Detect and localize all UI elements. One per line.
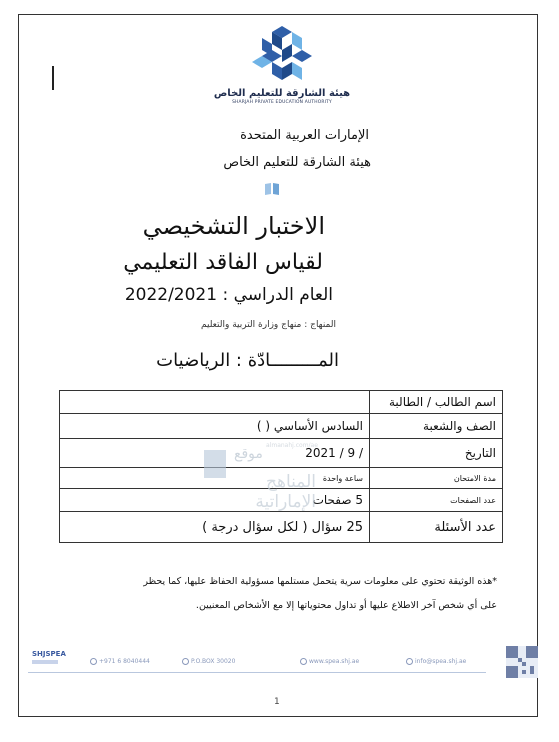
date-label: التاريخ (370, 439, 503, 468)
page-footer (30, 650, 510, 672)
table-row (60, 439, 503, 468)
phone-icon (90, 658, 97, 665)
footer-phone: +971 6 8040444 (90, 658, 150, 665)
confidentiality-note-line1: *هذه الوثيقة تحتوي على معلومات سرية يتحمل مستلمها مسؤولية الحفاظ عليها، كما يحظر (143, 576, 497, 587)
class-label: الصف والشعبة (370, 414, 503, 439)
confidentiality-note-line2: على أي شخص آخر الاطلاع عليها أو تداول محتوياتها إلا مع الأشخاص المعنيين. (195, 600, 497, 611)
footer-pobox: P.O.BOX 30020 (182, 658, 235, 665)
pages-value: 5 صفحات (60, 489, 370, 512)
table-row (60, 414, 503, 439)
pages-label: عدد الصفحات (370, 489, 503, 512)
table-row (60, 489, 503, 512)
authority-name: هيئة الشارقة للتعليم الخاص (223, 155, 371, 170)
duration-value: ساعة واحدة (60, 468, 370, 489)
footer-brand-bar (32, 660, 58, 664)
email-icon (406, 658, 413, 665)
questions-value: 25 سؤال ( لكل سؤال درجة ) (60, 512, 370, 543)
watermark-line1: موقع (234, 446, 263, 462)
table-row (60, 391, 503, 414)
book-icon (264, 182, 280, 196)
student-info-table (59, 390, 503, 543)
logo-english-name: SHARJAH PRIVATE EDUCATION AUTHORITY (232, 100, 332, 105)
class-value[interactable]: السادس الأساسي ( ) (60, 414, 370, 439)
questions-label: عدد الأسئلة (370, 512, 503, 543)
watermark-url: almanahj.com/ae (266, 442, 318, 449)
footer-website[interactable]: www.spea.shj.ae (300, 658, 359, 665)
authority-logo-icon (247, 24, 317, 86)
logo-arabic-name: هيئة الشارقة للتعليم الخاص (213, 88, 351, 99)
mailbox-icon (182, 658, 189, 665)
academic-year: العام الدراسي : 2022/2021 (124, 285, 333, 305)
watermark-line2: المناهج الإماراتية (255, 472, 316, 512)
exam-subtitle: لقياس الفاقد التعليمي (123, 250, 323, 275)
duration-label: مدة الامتحان (370, 468, 503, 489)
country-name: الإمارات العربية المتحدة (240, 128, 369, 143)
exam-title: الاختبار التشخيصي (142, 212, 325, 240)
table-row (60, 512, 503, 543)
text-cursor (52, 66, 54, 90)
footer-email[interactable]: info@spea.shj.ae (406, 658, 466, 665)
qr-code-icon (506, 646, 538, 678)
authority-logo (212, 24, 352, 105)
page-number: 1 (274, 697, 280, 707)
student-name-label: اسم الطالب / الطالبة (370, 391, 503, 414)
subject-line: المـــــــــادّة : الرياضيات (156, 350, 339, 371)
globe-icon (300, 658, 307, 665)
date-value[interactable]: / 9 / 2021 (60, 439, 370, 468)
footer-brand: SHJSPEA (32, 650, 66, 658)
table-row (60, 468, 503, 489)
footer-divider (28, 672, 486, 673)
curriculum-line: المنهاج : منهاج وزارة التربية والتعليم (201, 320, 336, 330)
student-name-field[interactable] (60, 391, 370, 414)
